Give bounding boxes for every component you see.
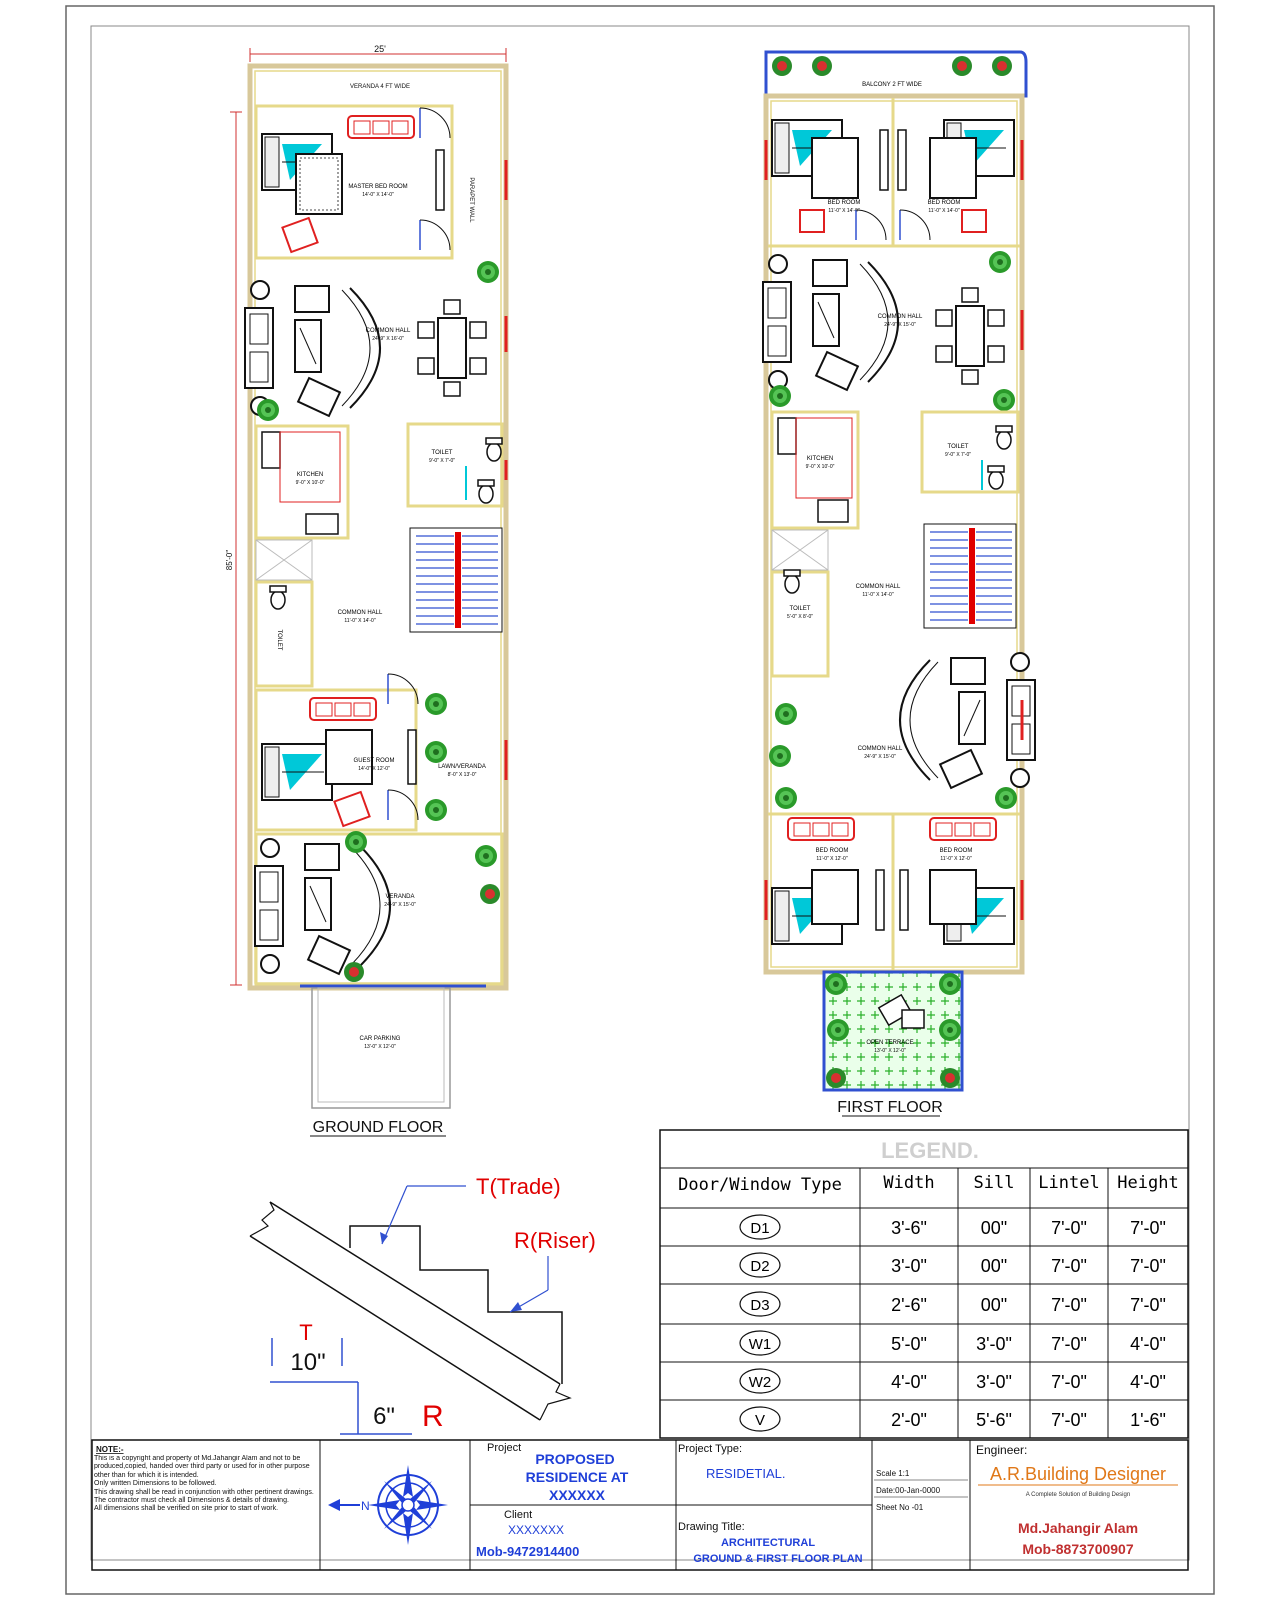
gf-kitchen-size: 9'-0" X 10'-0" xyxy=(295,480,325,486)
ff-toilet-1-size: 9'-0" X 7'-0" xyxy=(944,452,972,458)
drawing-title-2: GROUND & FIRST FLOOR PLAN xyxy=(693,1553,863,1565)
legend-row-3-width: 2'-6" xyxy=(891,1295,927,1315)
ground-floor-title: GROUND FLOOR xyxy=(312,1119,444,1136)
legend-row-1-height: 7'-0" xyxy=(1130,1218,1166,1238)
stair-t-letter: T xyxy=(299,1320,313,1345)
legend-row-4-width: 5'-0" xyxy=(891,1334,927,1354)
gf-kitchen: KITCHEN xyxy=(296,472,324,478)
scale-text: Scale 1:1 xyxy=(876,1469,910,1478)
legend-header-lintel: Lintel xyxy=(1038,1173,1100,1193)
legend-row-4-lintel: 7'-0" xyxy=(1051,1334,1087,1354)
stair-r-letter: R xyxy=(422,1400,444,1433)
ff-kitchen-size: 9'-0" X 10'-0" xyxy=(805,464,835,470)
legend-row-5-lintel: 7'-0" xyxy=(1051,1372,1087,1392)
legend-row-3-sill: 00" xyxy=(980,1295,1008,1315)
ff-common-hall-2: COMMON HALL xyxy=(855,584,901,590)
legend-header-height: Height xyxy=(1117,1173,1179,1193)
ff-garden-size: 13'-0" X 12'-0" xyxy=(874,1048,906,1054)
first-floor-plan xyxy=(763,52,1035,1116)
ff-toilet-1: TOILET xyxy=(947,444,969,450)
legend-row-6-height: 1'-6" xyxy=(1130,1410,1166,1430)
date-text: Date:00-Jan-0000 xyxy=(876,1486,941,1495)
legend-row-3-lintel: 7'-0" xyxy=(1051,1295,1087,1315)
stair-tread-label: T(Trade) xyxy=(476,1174,561,1199)
gf-master-bed-size: 14'-0" X 14'-0" xyxy=(362,192,394,198)
gf-guest-bed-size: 14'-0" X 12'-0" xyxy=(358,766,390,772)
stair-riser-label: R(Riser) xyxy=(514,1228,596,1253)
legend-row-5-type: W2 xyxy=(748,1374,772,1391)
legend-table xyxy=(660,1130,1188,1438)
drawing-title-1: ARCHITECTURAL xyxy=(720,1537,816,1549)
gf-common-hall-2: COMMON HALL xyxy=(337,610,383,616)
gf-lawn: LAWN/VERANDA xyxy=(438,764,486,770)
gf-parapet: PARAPET WALL xyxy=(468,177,474,223)
legend-row-2-type: D2 xyxy=(750,1258,770,1275)
drawing-title-label: Drawing Title: xyxy=(678,1521,745,1533)
legend-row-6-width: 2'-0" xyxy=(891,1410,927,1430)
ff-common-hall-1-size: 24'-9" X 15'-0" xyxy=(884,322,916,328)
ff-toilet-2: TOILET xyxy=(789,606,811,612)
stair-t-value: 10" xyxy=(290,1349,326,1376)
gf-veranda-size: 24'-9" X 15'-0" xyxy=(384,902,416,908)
project-type-label: Project Type: xyxy=(678,1443,742,1455)
gf-car-parking-size: 13'-0" X 12'-0" xyxy=(364,1044,396,1050)
north-label: N xyxy=(361,1499,370,1513)
ff-bed-4-size: 11'-0" X 12'-0" xyxy=(940,856,972,862)
note-2: Only written Dimensions to be followed. xyxy=(94,1480,217,1488)
legend-row-2-sill: 00" xyxy=(980,1256,1008,1276)
compass-icon xyxy=(368,1465,448,1545)
client-label: Client xyxy=(504,1509,533,1521)
legend-header-type: Door/Window Type xyxy=(678,1175,842,1195)
gf-car-parking: CAR PARKING xyxy=(359,1036,401,1042)
ff-common-hall-3-size: 24'-9" X 15'-0" xyxy=(864,754,896,760)
project-name-2: RESIDENCE AT xyxy=(525,1469,629,1485)
project-name-3: XXXXXX xyxy=(548,1487,606,1503)
legend-row-1-width: 3'-6" xyxy=(891,1218,927,1238)
ff-kitchen: KITCHEN xyxy=(806,456,834,462)
ff-bed-2: BED ROOM xyxy=(927,200,961,206)
note-4: The contractor must check all Dimensions & details of drawing. xyxy=(94,1497,289,1505)
ff-bed-4: BED ROOM xyxy=(939,848,973,854)
legend-row-1-type: D1 xyxy=(750,1220,770,1237)
company-tagline: A Complete Solution of Building Design xyxy=(1025,1492,1131,1498)
gf-common-hall-2-size: 11'-0" X 14'-0" xyxy=(344,618,376,624)
note-3: This drawing shall be read in conjunction with other pertinent drawings. xyxy=(94,1488,314,1496)
stair-r-value: 6" xyxy=(373,1403,395,1430)
note-1: This is a copyright and property of Md.Jahangir Alam and not to be produced,copied, handed over third party or used for in other purpose other than for which it is intended. xyxy=(94,1455,310,1479)
legend-row-3-type: D3 xyxy=(750,1297,770,1314)
ff-common-hall-2-size: 11'-0" X 14'-0" xyxy=(862,592,894,598)
legend-row-4-type: W1 xyxy=(748,1336,772,1353)
note-heading: NOTE:- xyxy=(96,1445,124,1454)
ground-floor-plan xyxy=(225,44,506,1136)
ff-bed-3: BED ROOM xyxy=(815,848,849,854)
legend-row-5-sill: 3'-0" xyxy=(976,1372,1012,1392)
project-name-1: PROPOSED xyxy=(535,1451,615,1467)
first-floor-title: FIRST FLOOR xyxy=(837,1099,943,1116)
client-mobile: Mob-9472914400 xyxy=(476,1544,580,1559)
legend-title: LEGEND. xyxy=(881,1138,979,1163)
legend-row-2-lintel: 7'-0" xyxy=(1051,1256,1087,1276)
ff-balcony: BALCONY 2 FT WIDE xyxy=(862,82,922,88)
legend-row-5-width: 4'-0" xyxy=(891,1372,927,1392)
project-label: Project xyxy=(487,1442,522,1454)
gf-common-hall-1-size: 24'-9" X 16'-0" xyxy=(372,336,404,342)
gf-lawn-size: 8'-0" X 13'-0" xyxy=(447,772,477,778)
legend-row-2-height: 7'-0" xyxy=(1130,1256,1166,1276)
engineer-name: Md.Jahangir Alam xyxy=(1017,1520,1139,1536)
ff-bed-1: BED ROOM xyxy=(827,200,861,206)
ff-bed-1-size: 11'-0" X 14'-0" xyxy=(828,208,860,214)
gf-common-hall-1: COMMON HALL xyxy=(365,328,411,334)
sheet-border xyxy=(66,6,1214,1594)
legend-row-4-height: 4'-0" xyxy=(1130,1334,1166,1354)
gf-toilet-2: TOILET xyxy=(276,629,282,651)
gf-length-dim: 85'-0" xyxy=(225,549,234,571)
gf-guest-bed: GUEST ROOM xyxy=(353,758,395,764)
legend-row-6-type: V xyxy=(754,1412,766,1429)
note-5: All dimensions shall be verified on site prior to start of work. xyxy=(94,1505,279,1513)
ff-bed-2-size: 11'-0" X 14'-0" xyxy=(928,208,960,214)
legend-row-5-height: 4'-0" xyxy=(1130,1372,1166,1392)
legend-row-1-lintel: 7'-0" xyxy=(1051,1218,1087,1238)
gf-toilet-1: TOILET xyxy=(431,450,453,456)
project-type: RESIDETIAL. xyxy=(706,1466,786,1481)
gf-width-dim: 25' xyxy=(374,44,386,54)
legend-row-2-width: 3'-0" xyxy=(891,1256,927,1276)
ff-bed-3-size: 11'-0" X 12'-0" xyxy=(816,856,848,862)
stair-detail xyxy=(250,1174,596,1434)
legend-row-6-lintel: 7'-0" xyxy=(1051,1410,1087,1430)
legend-row-4-sill: 3'-0" xyxy=(976,1334,1012,1354)
gf-toilet-1-size: 9'-0" X 7'-0" xyxy=(428,458,456,464)
legend-row-1-sill: 00" xyxy=(980,1218,1008,1238)
legend-header-width: Width xyxy=(883,1173,935,1193)
legend-row-6-sill: 5'-6" xyxy=(976,1410,1012,1430)
gf-veranda-top: VERANDA 4 FT WIDE xyxy=(350,84,410,90)
gf-veranda: VERANDA xyxy=(385,894,415,900)
engineer-mobile: Mob-8873700907 xyxy=(1022,1541,1134,1557)
gf-master-bed: MASTER BED ROOM xyxy=(348,184,408,190)
title-block xyxy=(92,1440,1188,1570)
legend-row-3-height: 7'-0" xyxy=(1130,1295,1166,1315)
sheet-number: Sheet No -01 xyxy=(876,1503,924,1512)
ff-garden: OPEN TERRACE xyxy=(866,1040,914,1046)
ff-toilet-2-size: 5'-0" X 8'-0" xyxy=(786,614,814,620)
ff-common-hall-3: COMMON HALL xyxy=(857,746,903,752)
client-name: XXXXXXX xyxy=(508,1523,565,1537)
legend-header-sill: Sill xyxy=(973,1173,1015,1193)
ff-common-hall-1: COMMON HALL xyxy=(877,314,923,320)
company-name: A.R.Building Designer xyxy=(989,1464,1167,1484)
engineer-label: Engineer: xyxy=(976,1443,1028,1457)
